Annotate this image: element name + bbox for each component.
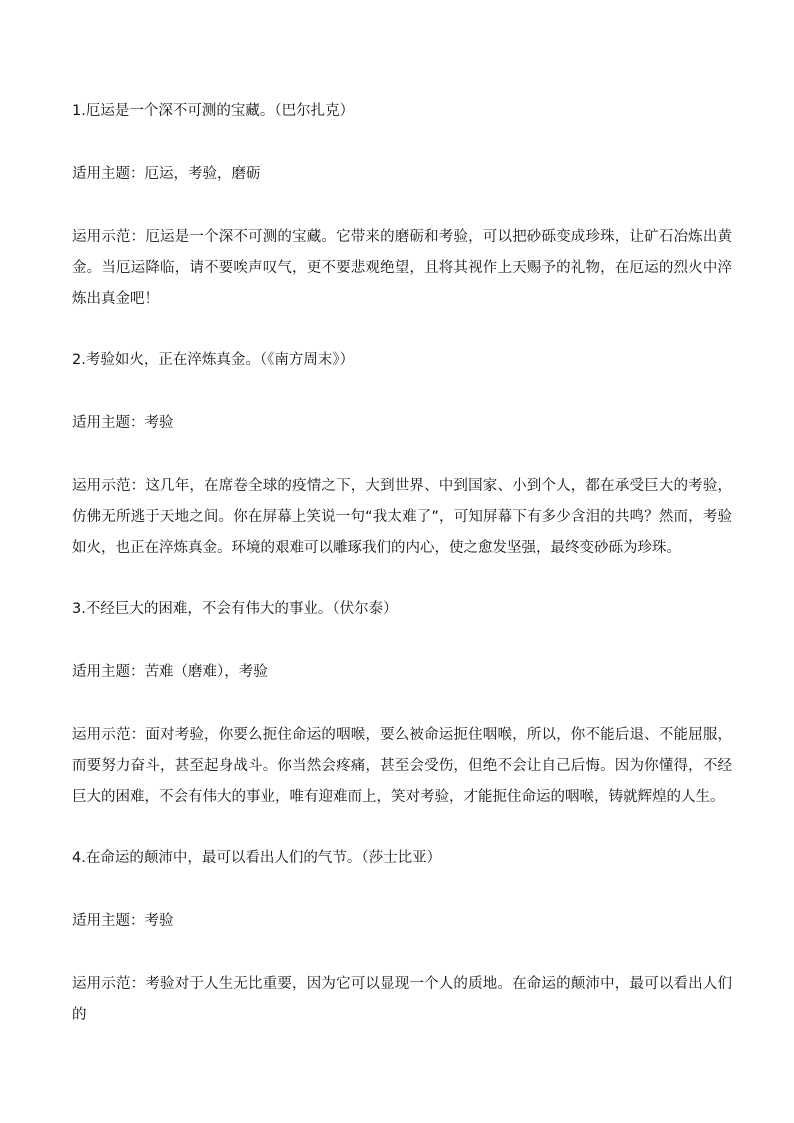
example-1: 运用示范：厄运是一个深不可测的宝藏。它带来的磨砺和考验，可以把砂砾变成珍珠，让矿石冶炼出黄金。当厄运降临，请不要唉声叹气，更不要悲观绝望，且将其视作上天赐予的礼物，在厄运的烈火中淬炼出真金吧！ xyxy=(72,229,732,307)
document-body xyxy=(72,96,732,1031)
example-2: 运用示范：这几年，在席卷全球的疫情之下，大到世界、中到国家、小到个人，都在承受巨大的考验，仿佛无所逃于天地之间。你在屏幕上笑说一句“我太难了”，可知屏幕下有多少含泪的共鸣？然而，考验如火，也正在淬炼真金。环境的艰难可以雕琢我们的内心，使之愈发坚强，最终变砂砾为珍珠。 xyxy=(72,478,732,556)
quote-1: 1.厄运是一个深不可测的宝藏。（巴尔扎克） xyxy=(72,103,355,119)
quote-2: 2.考验如火，正在淬炼真金。（《南方周末》） xyxy=(72,352,355,368)
theme-2: 适用主题：考验 xyxy=(72,415,174,431)
example-4: 运用示范：考验对于人生无比重要，因为它可以显现一个人的质地。在命运的颠沛中，最可以看出人们的 xyxy=(72,976,732,1023)
theme-4: 适用主题：考验 xyxy=(72,913,174,929)
theme-3: 适用主题：苦难（磨难），考验 xyxy=(72,664,268,680)
example-3: 运用示范：面对考验，你要么扼住命运的咽喉，要么被命运扼住咽喉，所以，你不能后退、不能屈服，而要努力奋斗，甚至起身战斗。你当然会疼痛，甚至会受伤，但绝不会让自己后悔。因为你懂得，不经巨大的困难，不会有伟大的事业，唯有迎难而上，笑对考验，才能扼住命运的咽喉，铸就辉煌的人生。 xyxy=(72,727,732,805)
quote-3: 3.不经巨大的困难，不会有伟大的事业。（伏尔泰） xyxy=(72,601,398,617)
theme-1: 适用主题：厄运，考验，磨砺 xyxy=(72,166,261,182)
quote-4: 4.在命运的颠沛中，最可以看出人们的气节。（莎士比亚） xyxy=(72,850,442,866)
